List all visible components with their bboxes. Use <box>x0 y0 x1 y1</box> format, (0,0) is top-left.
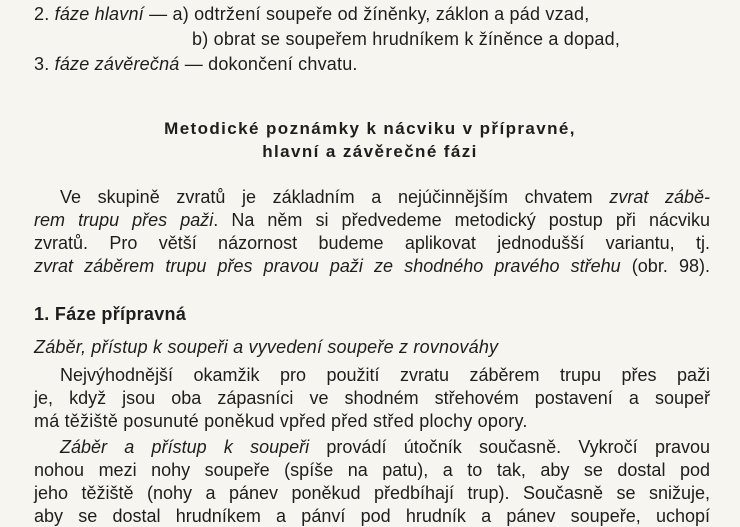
paragraph-1-line-2: je, když jsou oba zápasníci ve shodném střehovém postavení a soupeř <box>34 388 710 408</box>
chapter-heading-line-2: hlavní a závěrečné fázi <box>262 142 478 161</box>
phase-list-item-2 <box>34 3 589 25</box>
paragraph-2-line-1 <box>60 436 710 458</box>
text-run: (obr. 98). <box>620 256 710 276</box>
phase-name: fáze hlavní <box>54 4 144 24</box>
list-number: 2. <box>34 4 55 24</box>
phase-name: fáze závěrečná <box>54 54 180 74</box>
intro-line-2 <box>34 209 710 231</box>
text-run: provádí útočník současně. Vykročí pravou <box>309 437 710 457</box>
phase-list-item-2b <box>192 28 620 50</box>
list-number: 3. <box>34 54 55 74</box>
paragraph-1-line-1: Nejvýhodnější okamžik pro použití zvratu záběrem trupu přes paži <box>60 365 710 385</box>
text-run-italic: Záběr a přístup k soupeři <box>60 437 310 457</box>
intro-line-1 <box>60 186 710 208</box>
section-subtitle: Záběr, přístup k soupeři a vyvedení soupeře z rovnováhy <box>34 337 499 357</box>
text-run-italic: zvrat záběrem trupu přes pravou paži ze shodného pravého střehu <box>34 256 621 276</box>
phase-description: — a) odtržení soupeře od žíněnky, záklon a pád vzad, <box>143 4 590 24</box>
intro-line-3: zvratů. Pro větší názornost budeme aplikovat jednodušší variantu, tj. <box>34 233 710 253</box>
phase-list-item-3 <box>34 53 358 75</box>
paragraph-2-line-2: nohou mezi nohy soupeře (spíše na patu), a to tak, aby se dostal pod <box>34 460 710 480</box>
phase-description: b) obrat se soupeřem hrudníkem k žíněnce a dopad, <box>192 29 621 49</box>
paragraph-2-line-4: aby se dostal hrudníkem a pánví pod hrudník a pánev soupeře, uchopí <box>34 506 710 526</box>
phase-description: — dokončení chvatu. <box>179 54 358 74</box>
text-run-italic: zvrat zábě- <box>609 187 710 207</box>
text-run: Ve skupině zvratů je základním a nejúčinnějším chvatem <box>60 187 610 207</box>
text-run-italic: rem trupu přes paži <box>34 210 214 230</box>
paragraph-2-line-3: jeho těžiště (nohy a pánev poněkud předbíhají trup). Současně se snižuje, <box>34 483 710 503</box>
section-title: 1. Fáze přípravná <box>34 304 187 324</box>
intro-line-4 <box>34 255 710 277</box>
text-run: . Na něm si předvedeme metodický postup při nácviku <box>213 210 710 230</box>
chapter-heading-line-1: Metodické poznámky k nácviku v přípravné, <box>164 119 576 138</box>
paragraph-1-line-3: má těžiště posunuté poněkud vpřed před střed plochy opory. <box>34 411 528 431</box>
